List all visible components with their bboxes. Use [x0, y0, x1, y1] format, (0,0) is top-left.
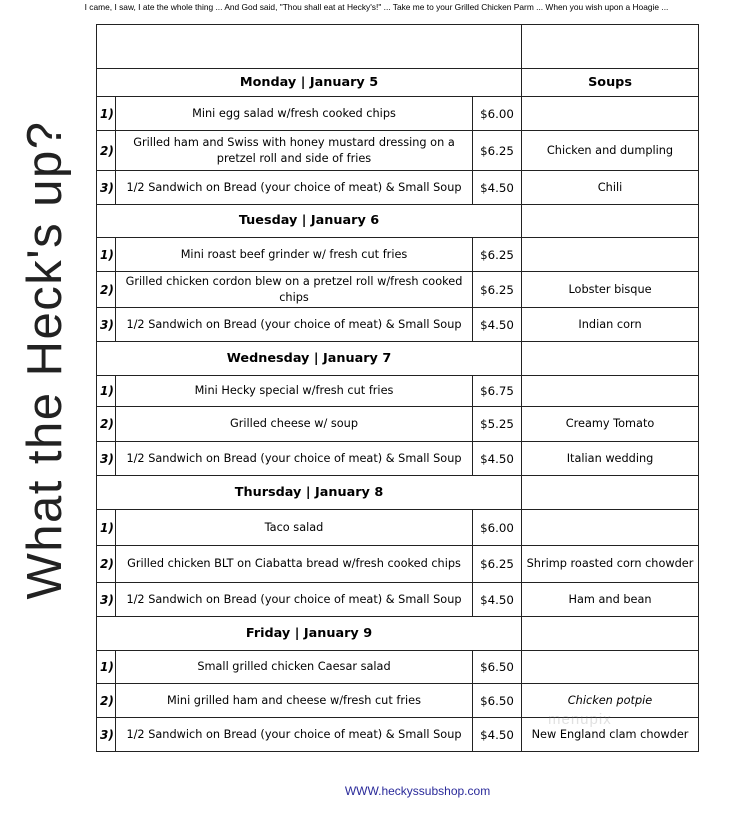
item-name: Grilled ham and Swiss with honey mustard dressing on a pretzel roll and side of fries — [116, 131, 473, 171]
soups-header-blank — [522, 205, 699, 238]
item-price: $6.50 — [473, 651, 522, 684]
soups-header-blank — [522, 617, 699, 651]
item-number: 2) — [97, 546, 116, 583]
weekly-menu-table — [96, 24, 699, 752]
menu-item-row — [97, 131, 699, 171]
item-price: $6.50 — [473, 684, 522, 718]
soup-of-day: Chicken potpie — [522, 684, 699, 718]
item-name: Taco salad — [116, 510, 473, 546]
soup-of-day: Ham and bean — [522, 583, 699, 617]
item-number: 1) — [97, 510, 116, 546]
menu-item-row — [97, 651, 699, 684]
side-title: What the Heck's up? — [18, 120, 72, 600]
soup-of-day — [522, 651, 699, 684]
menu-item-row — [97, 171, 699, 205]
day-header-row — [97, 342, 699, 376]
item-price: $4.50 — [473, 718, 522, 752]
item-name: 1/2 Sandwich on Bread (your choice of meat) & Small Soup — [116, 718, 473, 752]
soup-of-day: Lobster bisque — [522, 272, 699, 308]
item-name: 1/2 Sandwich on Bread (your choice of meat) & Small Soup — [116, 171, 473, 205]
item-number: 2) — [97, 272, 116, 308]
watermark: menupix — [548, 711, 612, 728]
item-price: $6.00 — [473, 510, 522, 546]
item-price: $6.25 — [473, 546, 522, 583]
item-number: 2) — [97, 407, 116, 442]
item-name: Mini grilled ham and cheese w/fresh cut fries — [116, 684, 473, 718]
soup-of-day: Creamy Tomato — [522, 407, 699, 442]
soup-of-day — [522, 97, 699, 131]
item-price: $4.50 — [473, 171, 522, 205]
item-number: 1) — [97, 376, 116, 407]
soup-of-day — [522, 238, 699, 272]
soup-of-day: Italian wedding — [522, 442, 699, 476]
item-number: 3) — [97, 442, 116, 476]
item-name: Grilled cheese w/ soup — [116, 407, 473, 442]
item-number: 3) — [97, 718, 116, 752]
menu-item-row — [97, 442, 699, 476]
item-name: Mini egg salad w/fresh cooked chips — [116, 97, 473, 131]
item-price: $6.25 — [473, 131, 522, 171]
menu-item-row — [97, 510, 699, 546]
item-price: $4.50 — [473, 308, 522, 342]
item-name: Grilled chicken BLT on Ciabatta bread w/fresh cooked chips — [116, 546, 473, 583]
item-name: 1/2 Sandwich on Bread (your choice of meat) & Small Soup — [116, 583, 473, 617]
item-name: Small grilled chicken Caesar salad — [116, 651, 473, 684]
day-heading: Thursday | January 8 — [97, 476, 522, 510]
day-heading: Tuesday | January 6 — [97, 205, 522, 238]
menu-header-blank-row — [97, 25, 699, 69]
item-price: $6.00 — [473, 97, 522, 131]
day-heading: Friday | January 9 — [97, 617, 522, 651]
menu-item-row — [97, 407, 699, 442]
soups-header-blank — [522, 342, 699, 376]
item-number: 2) — [97, 684, 116, 718]
soup-of-day: Indian corn — [522, 308, 699, 342]
day-header-row — [97, 69, 699, 97]
day-header-row — [97, 205, 699, 238]
menu-item-row — [97, 272, 699, 308]
item-number: 3) — [97, 308, 116, 342]
day-header-row — [97, 617, 699, 651]
soup-of-day: Chicken and dumpling — [522, 131, 699, 171]
menu-item-row — [97, 238, 699, 272]
menu-item-row — [97, 97, 699, 131]
item-price: $5.25 — [473, 407, 522, 442]
item-price: $6.25 — [473, 238, 522, 272]
day-header-row — [97, 476, 699, 510]
item-price: $4.50 — [473, 583, 522, 617]
day-heading: Wednesday | January 7 — [97, 342, 522, 376]
item-name: Grilled chicken cordon blew on a pretzel roll w/fresh cooked chips — [116, 272, 473, 308]
soups-header-blank — [522, 476, 699, 510]
item-number: 1) — [97, 97, 116, 131]
menu-item-row — [97, 308, 699, 342]
item-number: 1) — [97, 651, 116, 684]
menu-item-row — [97, 583, 699, 617]
item-name: Mini Hecky special w/fresh cut fries — [116, 376, 473, 407]
soup-of-day: Shrimp roasted corn chowder — [522, 546, 699, 583]
item-number: 2) — [97, 131, 116, 171]
item-name: 1/2 Sandwich on Bread (your choice of meat) & Small Soup — [116, 442, 473, 476]
tagline: I came, I saw, I ate the whole thing ... And God said, "Thou shall eat at Hecky's!" ... Take me to your Grilled Chicken Parm ... When you wish upon a Hoagie ... — [84, 2, 669, 12]
soup-of-day — [522, 376, 699, 407]
soups-header: Soups — [522, 69, 699, 97]
item-number: 1) — [97, 238, 116, 272]
soup-of-day: Chili — [522, 171, 699, 205]
item-number: 3) — [97, 583, 116, 617]
menu-item-row — [97, 376, 699, 407]
menu-item-row — [97, 546, 699, 583]
item-name: 1/2 Sandwich on Bread (your choice of meat) & Small Soup — [116, 308, 473, 342]
day-heading: Monday | January 5 — [97, 69, 522, 97]
item-number: 3) — [97, 171, 116, 205]
item-price: $6.25 — [473, 272, 522, 308]
item-price: $6.75 — [473, 376, 522, 407]
soup-of-day — [522, 510, 699, 546]
website-link[interactable]: WWW.heckyssubshop.com — [344, 784, 491, 798]
item-price: $4.50 — [473, 442, 522, 476]
item-name: Mini roast beef grinder w/ fresh cut fries — [116, 238, 473, 272]
soup-of-day: New England clam chowder — [522, 718, 699, 752]
